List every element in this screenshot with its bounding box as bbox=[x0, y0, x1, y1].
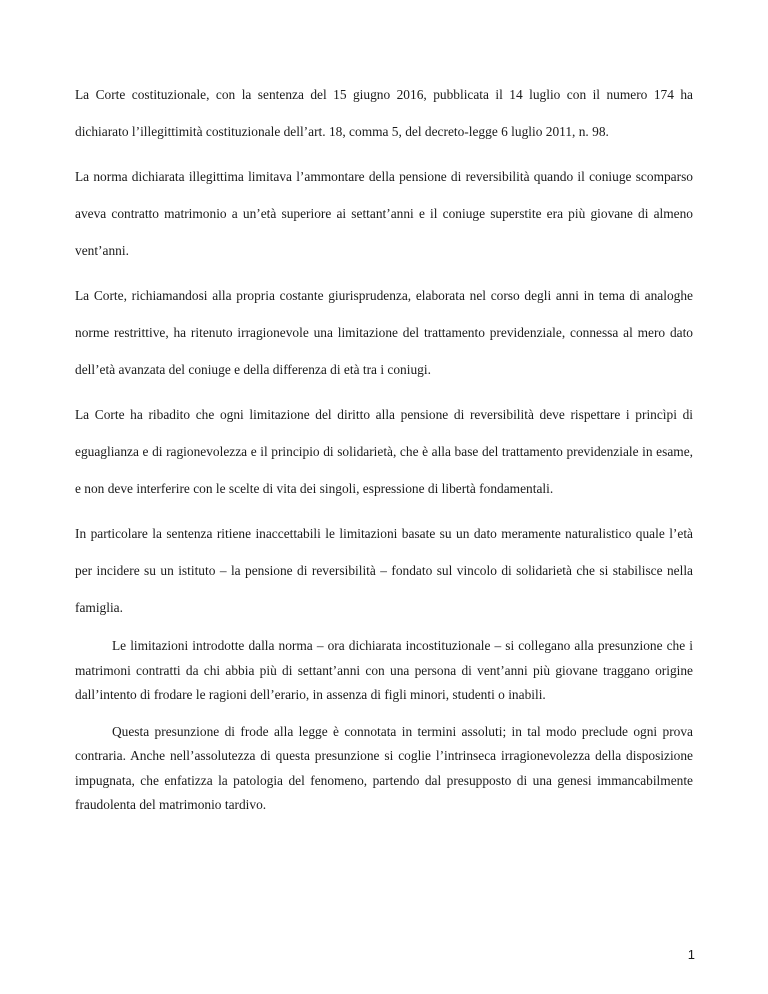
page-number: 1 bbox=[687, 947, 695, 962]
paragraph-sentence-intro: La Corte costituzionale, con la sentenza del 15 giugno 2016, pubblicata il 14 luglio con il numero 174 ha dichiarato l’illegittimità costituzionale dell’art. 18, comma 5, del decreto-legge 6 luglio 2011, n. 98. bbox=[75, 87, 693, 139]
paragraph-limitations: In particolare la sentenza ritiene inaccettabili le limitazioni basate su un dato meramente naturalistico quale l’età per incidere su un istituto – la pensione di reversibilità – fondato sul vincolo di solidarietà che si stabilisce nella famiglia. bbox=[75, 526, 693, 615]
paragraph-presumption: Le limitazioni introdotte dalla norma – ora dichiarata incostituzionale – si collegano alla presunzione che i matrimoni contratti da chi abbia più di settant’anni con una persona di vent’anni più giovane traggano origine dall’intento di frodare le ragioni dell’erario, in assenza di figli minori, studenti o inabili. bbox=[75, 638, 693, 702]
document-page bbox=[75, 76, 693, 830]
paragraph-norm-description: La norma dichiarata illegittima limitava l’ammontare della pensione di reversibilità quando il coniuge scomparso aveva contratto matrimonio a un’età superiore ai settant’anni e il coniuge superstite era più giovane di almeno vent’anni. bbox=[75, 169, 693, 258]
paragraph-fraud-presumption: Questa presunzione di frode alla legge è connotata in termini assoluti; in tal modo preclude ogni prova contraria. Anche nell’assolutezza di questa presunzione si coglie l’intrinseca irragionevolezza della disposizione impugnata, che enfatizza la patologia del fenomeno, partendo dal presupposto di una genesi immancabilmente fraudolenta del matrimonio tardivo. bbox=[75, 723, 693, 812]
paragraph-principles: La Corte ha ribadito che ogni limitazione del diritto alla pensione di reversibilità deve rispettare i princìpi di eguaglianza e di ragionevolezza e il principio di solidarietà, che è alla base del trattamento previdenziale in esame, e non deve interferire con le scelte di vita dei singoli, espressione di libertà fondamentali. bbox=[75, 407, 693, 496]
paragraph-court-reasoning: La Corte, richiamandosi alla propria costante giurisprudenza, elaborata nel corso degli anni in tema di analoghe norme restrittive, ha ritenuto irragionevole una limitazione del trattamento previdenziale, connessa al mero dato dell’età avanzata del coniuge e della differenza di età tra i coniugi. bbox=[75, 288, 693, 377]
